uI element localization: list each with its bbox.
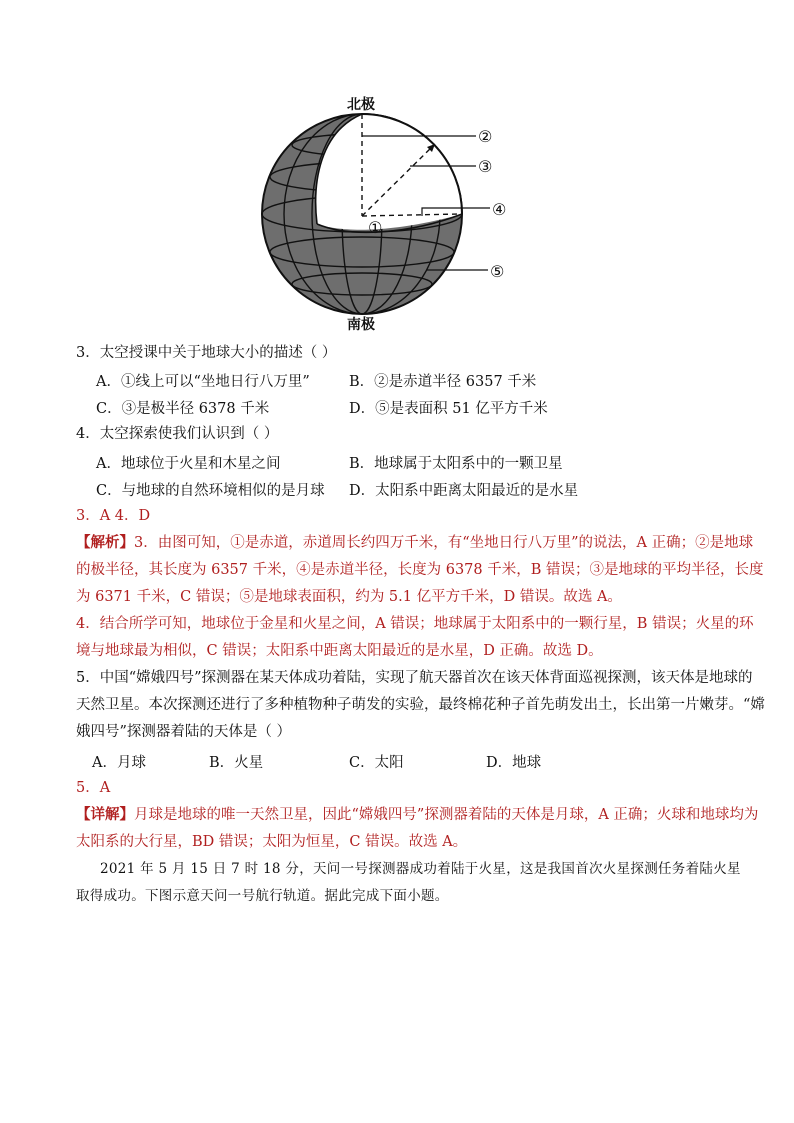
analysis-text-1: 3．由图可知，①是赤道，赤道周长约四万千米，有“坐地日行八万里”的说法，A 正确；②是地球 xyxy=(134,535,754,551)
q5-option-a: A．月球 xyxy=(92,755,146,771)
q5-line-2: 天然卫星。本次探测还进行了多种植物种子萌发的实验，最终棉花种子首先萌发出土，长出第一片嫩芽。“嫦 xyxy=(76,697,765,713)
q5-line-1: 5．中国“嫦娥四号”探测器在某天体成功着陆，实现了航天器首次在该天体背面巡视探测，该天体是地球的 xyxy=(76,670,753,686)
analysis-line-1 xyxy=(76,533,753,553)
q4-option-b: B．地球属于太阳系中的一颗卫星 xyxy=(349,456,563,472)
q3-option-c: C．③是极半径 6378 千米 xyxy=(96,401,270,417)
earth-globe-figure xyxy=(250,92,530,332)
material-line-2: 取得成功。下图示意天问一号航行轨道。据此完成下面小题。 xyxy=(76,888,449,904)
q3-option-b: B．②是赤道半径 6357 千米 xyxy=(349,374,537,390)
detail-tag: 【详解】 xyxy=(76,806,134,823)
detail-line-1 xyxy=(76,805,758,825)
marker-1: ① xyxy=(368,218,383,237)
answer-3-4: 3．A 4．D xyxy=(76,508,151,524)
analysis-line-2: 的极半径，其长度为 6357 千米，④是赤道半径，长度为 6378 千米，B 错误；③是地球的平均半径，长度 xyxy=(76,562,764,578)
q4-stem: 4．太空探索使我们认识到（ ） xyxy=(76,426,279,442)
q4-option-d: D．太阳系中距离太阳最近的是水星 xyxy=(349,483,579,499)
north-pole-label: 北极 xyxy=(347,97,375,113)
marker-3: ③ xyxy=(478,157,493,176)
q5-line-3: 娥四号”探测器着陆的天体是（ ） xyxy=(76,724,292,740)
marker-4: ④ xyxy=(492,200,507,219)
analysis-line-4: 4．结合所学可知，地球位于金星和火星之间，A 错误；地球属于太阳系中的一颗行星，B 错误；火星的环 xyxy=(76,616,754,632)
detail-line-2: 太阳系的大行星，BD 错误；太阳为恒星，C 错误。故选 A。 xyxy=(76,834,468,850)
analysis-line-5: 境与地球最为相似，C 错误；太阳系中距离太阳最近的是水星，D 正确。故选 D。 xyxy=(76,643,603,659)
q5-option-d: D．地球 xyxy=(486,755,542,771)
material-line-1: 2021 年 5 月 15 日 7 时 18 分，天问一号探测器成功着陆于火星，这是我国首次火星探测任务着陆火星 xyxy=(100,861,741,877)
marker-2: ② xyxy=(478,127,493,146)
marker-5: ⑤ xyxy=(490,262,505,281)
detail-text-1: 月球是地球的唯一天然卫星，因此“嫦娥四号”探测器着陆的天体是月球，A 正确；火球和地球均为 xyxy=(134,807,759,823)
q4-option-c: C．与地球的自然环境相似的是月球 xyxy=(96,483,325,499)
q4-option-a: A．地球位于火星和木星之间 xyxy=(96,456,281,472)
q5-option-b: B．火星 xyxy=(209,755,264,771)
q3-stem: 3．太空授课中关于地球大小的描述（ ） xyxy=(76,345,337,361)
q5-option-c: C．太阳 xyxy=(349,755,404,771)
q3-option-d: D．⑤是表面积 51 亿平方千米 xyxy=(349,401,548,417)
south-pole-label: 南极 xyxy=(347,317,375,333)
answer-5: 5．A xyxy=(76,780,111,796)
analysis-line-3: 为 6371 千米，C 错误；⑤是地球表面积，约为 5.1 亿平方千米，D 错误。故选 A。 xyxy=(76,589,622,605)
analysis-tag: 【解析】 xyxy=(76,534,134,551)
q3-option-a: A．①线上可以“坐地日行八万里” xyxy=(96,374,310,390)
